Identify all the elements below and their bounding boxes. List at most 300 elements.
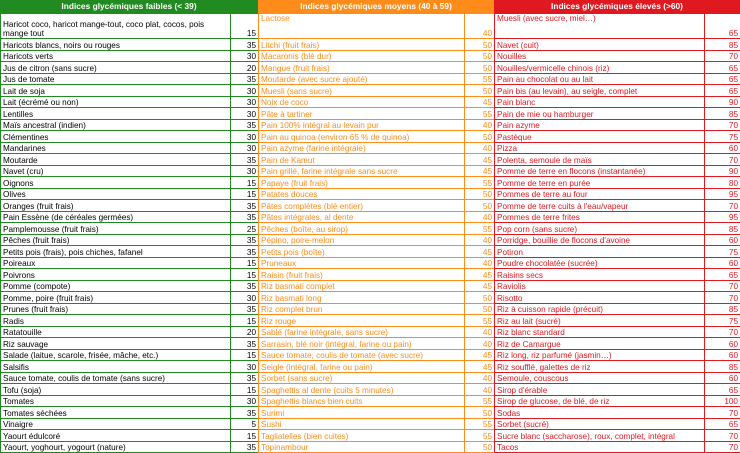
- low-gi-row: [1, 234, 259, 246]
- gi-value: 35: [231, 39, 259, 51]
- food-name: Topinambour: [259, 441, 465, 453]
- gi-value: 15: [231, 257, 259, 269]
- food-name: Riz basmati long: [259, 292, 465, 304]
- low-gi-table: [0, 13, 259, 453]
- gi-value: 45: [465, 269, 495, 281]
- mid-gi-column: [258, 0, 494, 453]
- food-name: Pêches (boîte, au sirop): [259, 223, 465, 235]
- gi-value: 60: [705, 234, 740, 246]
- food-name: Mangue (fruit frais): [259, 62, 465, 74]
- gi-value: 30: [231, 131, 259, 143]
- gi-value: 30: [231, 108, 259, 120]
- food-name: Salsifis: [1, 361, 231, 373]
- low-gi-row: [1, 372, 259, 384]
- mid-gi-row: [259, 349, 495, 361]
- food-name: Pain Essène (de céréales germées): [1, 211, 231, 223]
- low-gi-row: [1, 430, 259, 442]
- food-name: Jus de tomate: [1, 73, 231, 85]
- gi-value: 15: [231, 177, 259, 189]
- gi-value: 90: [705, 96, 740, 108]
- food-name: Tacos: [495, 441, 705, 453]
- low-gi-row: [1, 223, 259, 235]
- high-gi-row: [495, 441, 740, 453]
- gi-value: 45: [465, 96, 495, 108]
- food-name: Poireaux: [1, 257, 231, 269]
- food-name: Riz long, riz parfumé (jasmin…): [495, 349, 705, 361]
- food-name: Pomme de terre cuits à l'eau/vapeur: [495, 200, 705, 212]
- food-name: Poivrons: [1, 269, 231, 281]
- gi-value: 70: [705, 441, 740, 453]
- food-name: Sorbet (sucré): [495, 418, 705, 430]
- food-name: Pêches (fruit frais): [1, 234, 231, 246]
- mid-gi-row: [259, 234, 495, 246]
- food-name: Pomme de terre en flocons (instantanée): [495, 165, 705, 177]
- food-name: Pastèque: [495, 131, 705, 143]
- food-name: Pommes de terre au four: [495, 188, 705, 200]
- mid-gi-row: [259, 280, 495, 292]
- food-name: Raisin (fruit frais): [259, 269, 465, 281]
- food-name: Prunes (fruit frais): [1, 303, 231, 315]
- gi-value: 15: [231, 269, 259, 281]
- mid-gi-row: [259, 165, 495, 177]
- low-gi-row: [1, 338, 259, 350]
- mid-gi-row: [259, 257, 495, 269]
- high-gi-row: [495, 234, 740, 246]
- food-name: Haricots blancs, noirs ou rouges: [1, 39, 231, 51]
- gi-value: 35: [231, 407, 259, 419]
- food-name: Potiron: [495, 246, 705, 258]
- mid-gi-row: [259, 430, 495, 442]
- mid-gi-row: [259, 315, 495, 327]
- food-name: Muesli (avec sucre, miel…): [495, 14, 705, 39]
- low-gi-row: [1, 154, 259, 166]
- gi-value: 65: [705, 269, 740, 281]
- gi-value: 70: [705, 280, 740, 292]
- gi-value: 40: [465, 142, 495, 154]
- food-name: Haricot coco, haricot mange-tout, coco plat, cocos, pois mange tout: [1, 14, 231, 39]
- gi-value: 15: [231, 14, 259, 39]
- food-name: Sorbet (sans sucre): [259, 372, 465, 384]
- mid-gi-row: [259, 361, 495, 373]
- food-name: Spaghettis blancs bien cuits: [259, 395, 465, 407]
- low-gi-row: [1, 50, 259, 62]
- gi-value: 45: [465, 280, 495, 292]
- food-name: Jus de citron (sans sucre): [1, 62, 231, 74]
- high-gi-row: [495, 108, 740, 120]
- high-gi-row: [495, 395, 740, 407]
- high-gi-row: [495, 50, 740, 62]
- gi-value: 20: [231, 326, 259, 338]
- gi-value: 70: [705, 430, 740, 442]
- mid-gi-row: [259, 142, 495, 154]
- mid-gi-row: [259, 384, 495, 396]
- food-name: Porridge, bouillie de flocons d'avoine: [495, 234, 705, 246]
- mid-gi-row: [259, 223, 495, 235]
- gi-value: 55: [465, 223, 495, 235]
- gi-value: 30: [231, 85, 259, 97]
- high-gi-row: [495, 96, 740, 108]
- high-gi-row: [495, 131, 740, 143]
- food-name: Yaourt, yoghourt, yogourt (nature): [1, 441, 231, 453]
- food-name: Pain au chocolat ou au lait: [495, 73, 705, 85]
- food-name: Raviolis: [495, 280, 705, 292]
- food-name: Tomates séchées: [1, 407, 231, 419]
- mid-gi-header: Indices glycémiques moyens (40 à 59): [258, 0, 494, 13]
- food-name: Papaye (fruit frais): [259, 177, 465, 189]
- food-name: Pain de Kamut: [259, 154, 465, 166]
- mid-gi-row: [259, 39, 495, 51]
- low-gi-row: [1, 418, 259, 430]
- gi-value: 35: [231, 211, 259, 223]
- gi-value: 65: [705, 14, 740, 39]
- low-gi-row: [1, 39, 259, 51]
- gi-value: 35: [231, 234, 259, 246]
- food-name: Macaronis (blé dur): [259, 50, 465, 62]
- food-name: Moutarde: [1, 154, 231, 166]
- food-name: Riz basmati complet: [259, 280, 465, 292]
- food-name: Radis: [1, 315, 231, 327]
- low-gi-row: [1, 441, 259, 453]
- gi-value: 50: [465, 188, 495, 200]
- low-gi-row: [1, 188, 259, 200]
- gi-value: 75: [705, 131, 740, 143]
- food-name: Lait (écrémé ou non): [1, 96, 231, 108]
- gi-value: 50: [465, 131, 495, 143]
- food-name: Maïs ancestral (indien): [1, 119, 231, 131]
- food-name: Vinaigre: [1, 418, 231, 430]
- gi-value: 55: [465, 430, 495, 442]
- gi-value: 70: [705, 50, 740, 62]
- low-gi-row: [1, 142, 259, 154]
- gi-value: 50: [465, 200, 495, 212]
- food-name: Lait de soja: [1, 85, 231, 97]
- gi-value: 60: [705, 257, 740, 269]
- gi-value: 30: [231, 361, 259, 373]
- gi-value: 35: [231, 441, 259, 453]
- gi-value: 50: [465, 303, 495, 315]
- gi-value: 45: [465, 165, 495, 177]
- food-name: Nouilles: [495, 50, 705, 62]
- food-name: Oranges (fruit frais): [1, 200, 231, 212]
- high-gi-row: [495, 165, 740, 177]
- gi-value: 5: [231, 418, 259, 430]
- gi-value: 85: [705, 108, 740, 120]
- high-gi-table: [494, 13, 740, 453]
- gi-value: 40: [465, 372, 495, 384]
- low-gi-row: [1, 257, 259, 269]
- food-name: Pain bis (au levain), au seigle, complet: [495, 85, 705, 97]
- gi-value: 15: [231, 349, 259, 361]
- mid-gi-row: [259, 395, 495, 407]
- gi-value: 40: [465, 234, 495, 246]
- mid-gi-row: [259, 188, 495, 200]
- gi-value: 35: [231, 119, 259, 131]
- gi-value: 35: [231, 280, 259, 292]
- food-name: Yaourt édulcoré: [1, 430, 231, 442]
- food-name: Clémentines: [1, 131, 231, 143]
- mid-gi-row: [259, 200, 495, 212]
- gi-value: 45: [465, 361, 495, 373]
- food-name: Riz soufflé, galettes de riz: [495, 361, 705, 373]
- food-name: Pain blanc: [495, 96, 705, 108]
- food-name: Sablé (farine intégrale, sans sucre): [259, 326, 465, 338]
- high-gi-row: [495, 303, 740, 315]
- gi-value: 50: [465, 292, 495, 304]
- food-name: Sauce tomate, coulis de tomate (sans sucre): [1, 372, 231, 384]
- low-gi-column: [0, 0, 258, 453]
- low-gi-header: Indices glycémiques faibles (< 39): [0, 0, 258, 13]
- food-name: Spaghettis al dente (cuits 5 minutes): [259, 384, 465, 396]
- low-gi-row: [1, 131, 259, 143]
- gi-value: 15: [231, 430, 259, 442]
- gi-value: 35: [231, 154, 259, 166]
- gi-value: 50: [465, 407, 495, 419]
- mid-gi-row: [259, 441, 495, 453]
- gi-value: 60: [705, 142, 740, 154]
- food-name: Sarrasin, blé noir (intégral, farine ou pain): [259, 338, 465, 350]
- gi-value: 85: [705, 39, 740, 51]
- food-name: Pain au quinoa (environ 65 % de quinoa): [259, 131, 465, 143]
- low-gi-row: [1, 165, 259, 177]
- food-name: Salade (laitue, scarole, frisée, mâche, etc.): [1, 349, 231, 361]
- low-gi-row: [1, 407, 259, 419]
- food-name: Sauce tomate, coulis de tomate (avec sucre): [259, 349, 465, 361]
- gi-value: 30: [231, 165, 259, 177]
- gi-value: 35: [231, 338, 259, 350]
- mid-gi-row: [259, 177, 495, 189]
- high-gi-row: [495, 292, 740, 304]
- gi-value: 65: [705, 384, 740, 396]
- gi-value: 35: [231, 73, 259, 85]
- food-name: Riz sauvage: [1, 338, 231, 350]
- gi-value: 55: [465, 108, 495, 120]
- mid-gi-row: [259, 119, 495, 131]
- gi-value: 45: [465, 246, 495, 258]
- low-gi-row: [1, 119, 259, 131]
- food-name: Nouilles/vermicelle chinois (riz): [495, 62, 705, 74]
- mid-gi-row: [259, 108, 495, 120]
- food-name: Pomme de terre en purée: [495, 177, 705, 189]
- mid-gi-row: [259, 85, 495, 97]
- gi-value: 25: [231, 223, 259, 235]
- gi-value: 50: [465, 441, 495, 453]
- high-gi-row: [495, 62, 740, 74]
- high-gi-row: [495, 177, 740, 189]
- high-gi-row: [495, 269, 740, 281]
- low-gi-row: [1, 326, 259, 338]
- food-name: Pomme, poire (fruit frais): [1, 292, 231, 304]
- gi-value: 65: [705, 73, 740, 85]
- food-name: Pop corn (sans sucre): [495, 223, 705, 235]
- gi-value: 55: [465, 73, 495, 85]
- food-name: Seigle (intégral, farine ou pain): [259, 361, 465, 373]
- mid-gi-row: [259, 211, 495, 223]
- food-name: Lactose: [259, 14, 465, 39]
- food-name: Pâtes intégrales, al dente: [259, 211, 465, 223]
- mid-gi-row: [259, 407, 495, 419]
- food-name: Riz rouge: [259, 315, 465, 327]
- food-name: Raisins secs: [495, 269, 705, 281]
- high-gi-row: [495, 430, 740, 442]
- food-name: Navet (cuit): [495, 39, 705, 51]
- gi-value: 35: [231, 200, 259, 212]
- low-gi-row: [1, 177, 259, 189]
- low-gi-row: [1, 361, 259, 373]
- high-gi-row: [495, 257, 740, 269]
- high-gi-row: [495, 119, 740, 131]
- high-gi-row: [495, 246, 740, 258]
- food-name: Riz complet brun: [259, 303, 465, 315]
- mid-gi-row: [259, 269, 495, 281]
- low-gi-row: [1, 303, 259, 315]
- low-gi-row: [1, 200, 259, 212]
- mid-gi-row: [259, 73, 495, 85]
- mid-gi-row: [259, 50, 495, 62]
- gi-value: 60: [705, 372, 740, 384]
- gi-value: 15: [231, 315, 259, 327]
- mid-gi-table: [258, 13, 495, 453]
- gi-value: 95: [705, 188, 740, 200]
- gi-value: 50: [465, 85, 495, 97]
- gi-value: 75: [705, 315, 740, 327]
- high-gi-row: [495, 14, 740, 39]
- low-gi-row: [1, 292, 259, 304]
- food-name: Pomme (compote): [1, 280, 231, 292]
- gi-value: 70: [705, 200, 740, 212]
- gi-value: 90: [705, 165, 740, 177]
- high-gi-row: [495, 154, 740, 166]
- gi-value: 40: [465, 326, 495, 338]
- mid-gi-row: [259, 303, 495, 315]
- mid-gi-row: [259, 154, 495, 166]
- gi-value: 95: [705, 211, 740, 223]
- high-gi-row: [495, 338, 740, 350]
- food-name: Litchi (fruit frais): [259, 39, 465, 51]
- gi-value: 100: [705, 395, 740, 407]
- gi-value: 45: [465, 349, 495, 361]
- gi-value: 55: [465, 395, 495, 407]
- high-gi-row: [495, 280, 740, 292]
- high-gi-row: [495, 142, 740, 154]
- food-name: Pommes de terre frites: [495, 211, 705, 223]
- food-name: Moutarde (avec sucre ajouté): [259, 73, 465, 85]
- high-gi-row: [495, 418, 740, 430]
- low-gi-row: [1, 96, 259, 108]
- food-name: Sirop d'érable: [495, 384, 705, 396]
- gi-value: 55: [465, 418, 495, 430]
- low-gi-row: [1, 315, 259, 327]
- food-name: Pain azyme (farine intégrale): [259, 142, 465, 154]
- mid-gi-row: [259, 372, 495, 384]
- gi-value: 70: [705, 154, 740, 166]
- mid-gi-row: [259, 292, 495, 304]
- gi-value: 70: [705, 119, 740, 131]
- low-gi-row: [1, 395, 259, 407]
- food-name: Muesli (sans sucre): [259, 85, 465, 97]
- high-gi-row: [495, 223, 740, 235]
- food-name: Poudre chocolatée (sucrée): [495, 257, 705, 269]
- food-name: Riz blanc standard: [495, 326, 705, 338]
- high-gi-row: [495, 372, 740, 384]
- high-gi-header: Indices glycémiques élevés (>60): [494, 0, 740, 13]
- gi-value: 50: [465, 39, 495, 51]
- food-name: Riz à cuisson rapide (précuit): [495, 303, 705, 315]
- high-gi-row: [495, 407, 740, 419]
- food-name: Semoule, couscous: [495, 372, 705, 384]
- food-name: Petits pois (frais), pois chiches, fafanel: [1, 246, 231, 258]
- food-name: Lentilles: [1, 108, 231, 120]
- mid-gi-row: [259, 246, 495, 258]
- food-name: Surimi: [259, 407, 465, 419]
- high-gi-row: [495, 73, 740, 85]
- gi-value: 35: [231, 372, 259, 384]
- mid-gi-row: [259, 14, 495, 39]
- gi-value: 20: [231, 62, 259, 74]
- gi-value: 75: [705, 246, 740, 258]
- high-gi-row: [495, 384, 740, 396]
- gi-value: 35: [231, 303, 259, 315]
- food-name: Noix de coco: [259, 96, 465, 108]
- gi-value: 45: [465, 154, 495, 166]
- food-name: Pruneaux: [259, 257, 465, 269]
- food-name: Risotto: [495, 292, 705, 304]
- low-gi-row: [1, 384, 259, 396]
- food-name: Oignons: [1, 177, 231, 189]
- gi-value: 15: [231, 384, 259, 396]
- gi-value: 70: [705, 407, 740, 419]
- low-gi-row: [1, 269, 259, 281]
- gi-value: 30: [231, 50, 259, 62]
- gi-value: 30: [231, 142, 259, 154]
- gi-value: 70: [705, 326, 740, 338]
- gi-value: 40: [465, 119, 495, 131]
- gi-value: 85: [705, 361, 740, 373]
- low-gi-row: [1, 349, 259, 361]
- gi-value: 60: [705, 338, 740, 350]
- gi-value: 60: [705, 349, 740, 361]
- food-name: Petits pois (boîte): [259, 246, 465, 258]
- high-gi-row: [495, 361, 740, 373]
- low-gi-row: [1, 246, 259, 258]
- mid-gi-row: [259, 326, 495, 338]
- high-gi-row: [495, 188, 740, 200]
- gi-value: 50: [465, 50, 495, 62]
- high-gi-row: [495, 315, 740, 327]
- gi-value: 40: [465, 211, 495, 223]
- gi-value: 30: [231, 395, 259, 407]
- high-gi-row: [495, 39, 740, 51]
- gi-value: 40: [465, 338, 495, 350]
- mid-gi-row: [259, 62, 495, 74]
- food-name: Tagliatelles (bien cuites): [259, 430, 465, 442]
- food-name: Sirop de glucose, de blé, de riz: [495, 395, 705, 407]
- food-name: Navet (cru): [1, 165, 231, 177]
- low-gi-row: [1, 85, 259, 97]
- high-gi-row: [495, 85, 740, 97]
- food-name: Pamplemousse (fruit frais): [1, 223, 231, 235]
- high-gi-row: [495, 200, 740, 212]
- food-name: Patates douces: [259, 188, 465, 200]
- food-name: Tofu (soja): [1, 384, 231, 396]
- gi-value: 50: [465, 62, 495, 74]
- low-gi-row: [1, 280, 259, 292]
- food-name: Pâtes complètes (blé entier): [259, 200, 465, 212]
- gi-value: 30: [231, 292, 259, 304]
- food-name: Riz au lait (sucré): [495, 315, 705, 327]
- gi-value: 40: [465, 384, 495, 396]
- food-name: Mandarines: [1, 142, 231, 154]
- gi-value: 65: [705, 418, 740, 430]
